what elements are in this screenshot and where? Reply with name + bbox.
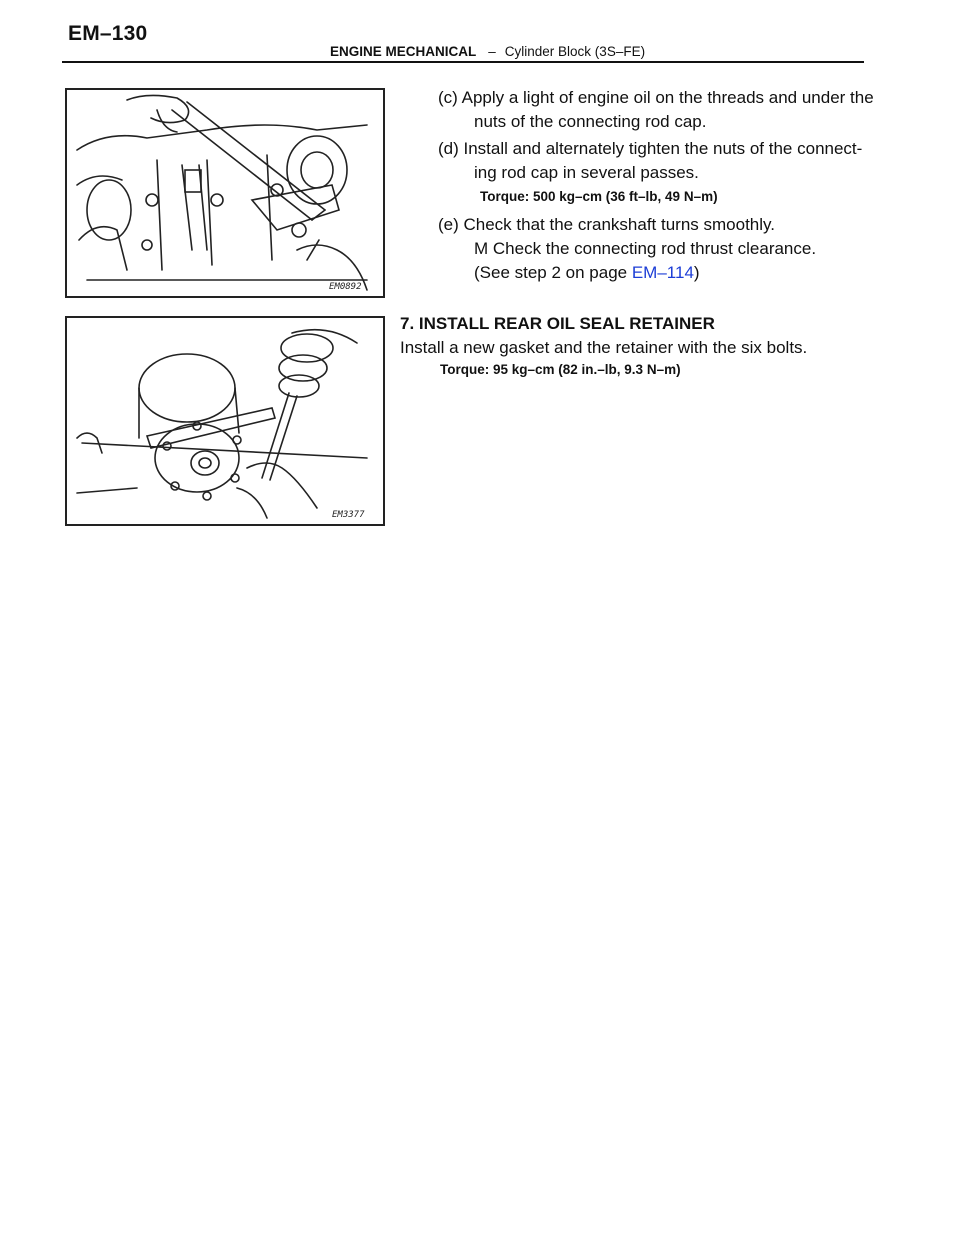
step-7-heading: 7. INSTALL REAR OIL SEAL RETAINER xyxy=(400,314,715,333)
step-e-line3 xyxy=(400,261,880,285)
illustration-oil-seal-retainer xyxy=(67,318,383,524)
step-e-line1: (e) Check that the crankshaft turns smoothly. xyxy=(438,215,775,234)
step-d-line1: (d) Install and alternately tighten the nuts of the connect- xyxy=(438,139,863,158)
step-d-line2: ing rod cap in several passes. xyxy=(474,163,699,182)
rod-cap-steps xyxy=(400,86,880,285)
chapter-title: ENGINE MECHANICAL xyxy=(330,44,477,59)
section-title: Cylinder Block (3S–FE) xyxy=(504,44,646,59)
page-header xyxy=(330,44,645,59)
figure-code: EM0892 xyxy=(329,282,362,292)
page-number: EM–130 xyxy=(68,22,148,45)
header-rule xyxy=(62,61,864,63)
torque-spec-retainer: Torque: 95 kg–cm (82 in.–lb, 9.3 N–m) xyxy=(440,362,681,377)
figure-oil-seal-retainer xyxy=(65,316,385,526)
step-7-block xyxy=(400,312,880,380)
step-e-line2: M Check the connecting rod thrust clearance. xyxy=(474,239,817,258)
header-separator: – xyxy=(488,44,496,59)
illustration-rod-cap xyxy=(67,90,383,296)
step-c-line1: (c) Apply a light of engine oil on the threads and under the xyxy=(438,88,874,107)
step-7-body: Install a new gasket and the retainer with the six bolts. xyxy=(400,338,808,357)
torque-spec-rod-cap: Torque: 500 kg–cm (36 ft–lb, 49 N–m) xyxy=(480,189,718,204)
page-link-em-114[interactable]: EM–114 xyxy=(631,263,694,282)
see-step-prefix: (See step 2 on page xyxy=(474,263,632,282)
see-step-suffix: ) xyxy=(693,263,700,282)
figure-code: EM3377 xyxy=(332,510,365,520)
step-c-line2: nuts of the connecting rod cap. xyxy=(474,112,707,131)
figure-rod-cap-torque xyxy=(65,88,385,298)
